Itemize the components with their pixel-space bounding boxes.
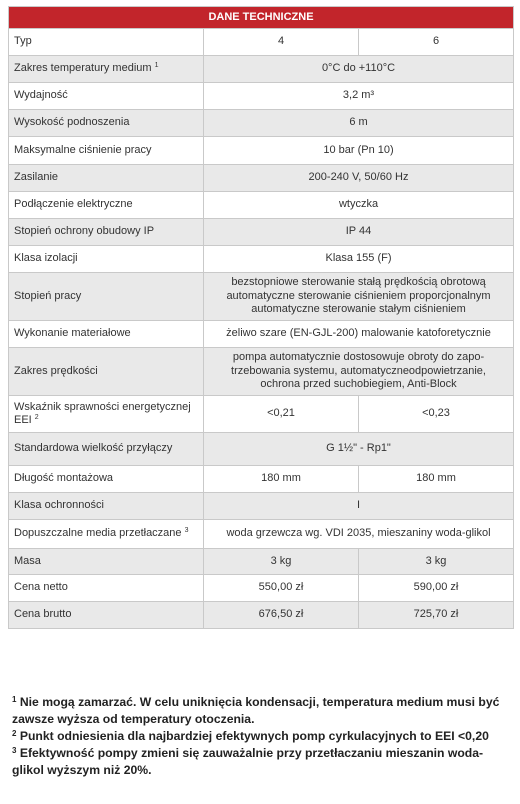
technical-data-sheet (8, 6, 513, 629)
row-label (9, 348, 204, 396)
table-row (9, 110, 514, 137)
table-row (9, 549, 514, 575)
row-label-text: Maksymalne ciśnienie pracy (14, 143, 152, 156)
value-type-6: 6 (359, 29, 514, 56)
value-type-4: 4 (204, 29, 359, 56)
row-label-text: Stopień pracy (14, 289, 82, 302)
value-type-6: 180 mm (359, 466, 514, 493)
value-line: automatyczne sterowanie stałym ciśnieniem (251, 303, 466, 316)
table-row (9, 56, 514, 83)
row-label (9, 520, 204, 549)
row-label-text: Klasa ochronności (14, 499, 104, 512)
row-label-text: Wysokość podnoszenia (14, 116, 130, 129)
value-shared: 3,2 m³ (204, 83, 514, 110)
table-row (9, 602, 514, 629)
table-row (9, 192, 514, 219)
row-label (9, 396, 204, 433)
row-label-line: Wskaźnik sprawności energetycznej (14, 400, 191, 413)
row-label (9, 575, 204, 602)
row-label (9, 165, 204, 192)
footnote-2 (12, 728, 508, 745)
table-row (9, 246, 514, 273)
value-type-4: <0,21 (204, 396, 359, 433)
footnote-3 (12, 745, 508, 779)
table-row (9, 165, 514, 192)
value-type-6: <0,23 (359, 396, 514, 433)
value-shared: IP 44 (204, 219, 514, 246)
value-shared: żeliwo szare (EN-GJL-200) malowanie katoforetycznie (204, 321, 514, 348)
value-line: trzebowania systemu, automatyczneodpowietrzanie, (231, 364, 486, 377)
table-header: DANE TECHNICZNE (9, 7, 514, 29)
value-shared: 200-240 V, 50/60 Hz (204, 165, 514, 192)
row-label-text: Dopuszczalne media przetłaczane (14, 527, 182, 540)
row-label (9, 29, 204, 56)
row-label (9, 549, 204, 575)
value-line: bezstopniowe sterowanie stałą prędkością obrotową (231, 276, 486, 289)
table-row (9, 466, 514, 493)
value-shared: 6 m (204, 110, 514, 137)
row-label-text: Stopień ochrony obudowy IP (14, 225, 155, 238)
value-shared (204, 348, 514, 396)
value-shared (204, 273, 514, 321)
value-shared: I (204, 493, 514, 520)
spec-table (8, 6, 514, 629)
footnote-number: 1 (12, 695, 17, 704)
table-row (9, 273, 514, 321)
value-shared: Klasa 155 (F) (204, 246, 514, 273)
table-row (9, 575, 514, 602)
row-label (9, 192, 204, 219)
row-label (9, 433, 204, 466)
row-label (9, 137, 204, 165)
value-type-4: 550,00 zł (204, 575, 359, 602)
spec-table-body (9, 29, 514, 629)
footnote-ref: 1 (154, 62, 159, 70)
value-shared: woda grzewcza wg. VDI 2035, mieszaniny woda-glikol (204, 520, 514, 549)
row-label (9, 273, 204, 321)
value-line: ochrona przed suchobiegiem, Anti-Block (260, 378, 457, 391)
table-row (9, 29, 514, 56)
value-type-4: 3 kg (204, 549, 359, 575)
value-type-6: 590,00 zł (359, 575, 514, 602)
footnote-text: Efektywność pompy zmieni się zauważalnie przy przetłaczaniu mieszanin woda-glikol wyższym niż 20%. (12, 746, 484, 777)
row-label (9, 219, 204, 246)
row-label (9, 602, 204, 629)
footnote-text: Nie mogą zamarzać. W celu uniknięcia kondensacji, temperatura medium musi być zawsze wyższa od temperatury otoczenia. (12, 695, 500, 726)
row-label-text: Długość montażowa (14, 472, 114, 485)
footnote-number: 2 (12, 729, 17, 738)
value-shared: wtyczka (204, 192, 514, 219)
value-line: pompa automatycznie dostosowuje obroty do zapo- (232, 351, 485, 364)
row-label (9, 246, 204, 273)
footnote-1 (12, 694, 508, 728)
footnote-number: 3 (12, 746, 17, 755)
table-row (9, 137, 514, 165)
row-label-text: Typ (14, 35, 32, 48)
row-label-text: Standardowa wielkość przyłączy (14, 442, 173, 455)
footnote-ref: 2 (34, 414, 39, 421)
table-row (9, 219, 514, 246)
footnote-ref: 3 (184, 527, 189, 535)
row-label-text: Masa (14, 554, 41, 567)
value-shared: G 1½" - Rp1" (204, 433, 514, 466)
table-row (9, 396, 514, 433)
value-type-4: 676,50 zł (204, 602, 359, 629)
table-row (9, 348, 514, 396)
value-type-4: 180 mm (204, 466, 359, 493)
value-type-6: 725,70 zł (359, 602, 514, 629)
value-line: automatyczne sterowanie ciśnieniem proporcjonalnym (226, 289, 491, 302)
value-shared: 0°C do +110°C (204, 56, 514, 83)
table-row (9, 83, 514, 110)
table-row (9, 321, 514, 348)
row-label-text: Zakres prędkości (14, 364, 98, 377)
row-label (9, 56, 204, 83)
row-label-text: Zasilanie (14, 171, 59, 184)
row-label (9, 110, 204, 137)
row-label-text: Cena netto (14, 581, 68, 594)
row-label-text: Klasa izolacji (14, 252, 78, 265)
footnote-text: Punkt odniesienia dla najbardziej efektywnych pomp cyrkulacyjnych to EEI <0,20 (19, 729, 489, 743)
row-label-line: EEI (14, 414, 32, 426)
table-row (9, 433, 514, 466)
table-row (9, 493, 514, 520)
row-label (9, 321, 204, 348)
row-label-text: Wykonanie materiałowe (14, 327, 131, 340)
value-shared: 10 bar (Pn 10) (204, 137, 514, 165)
table-row (9, 520, 514, 549)
row-label-text: Cena brutto (14, 608, 72, 621)
row-label-text: Podłączenie elektryczne (14, 198, 133, 211)
row-label-text: Zakres temperatury medium (14, 62, 152, 75)
row-label-text: Wydajność (14, 89, 68, 102)
row-label (9, 83, 204, 110)
row-label (9, 493, 204, 520)
value-type-6: 3 kg (359, 549, 514, 575)
footnotes (12, 694, 508, 779)
row-label (9, 466, 204, 493)
